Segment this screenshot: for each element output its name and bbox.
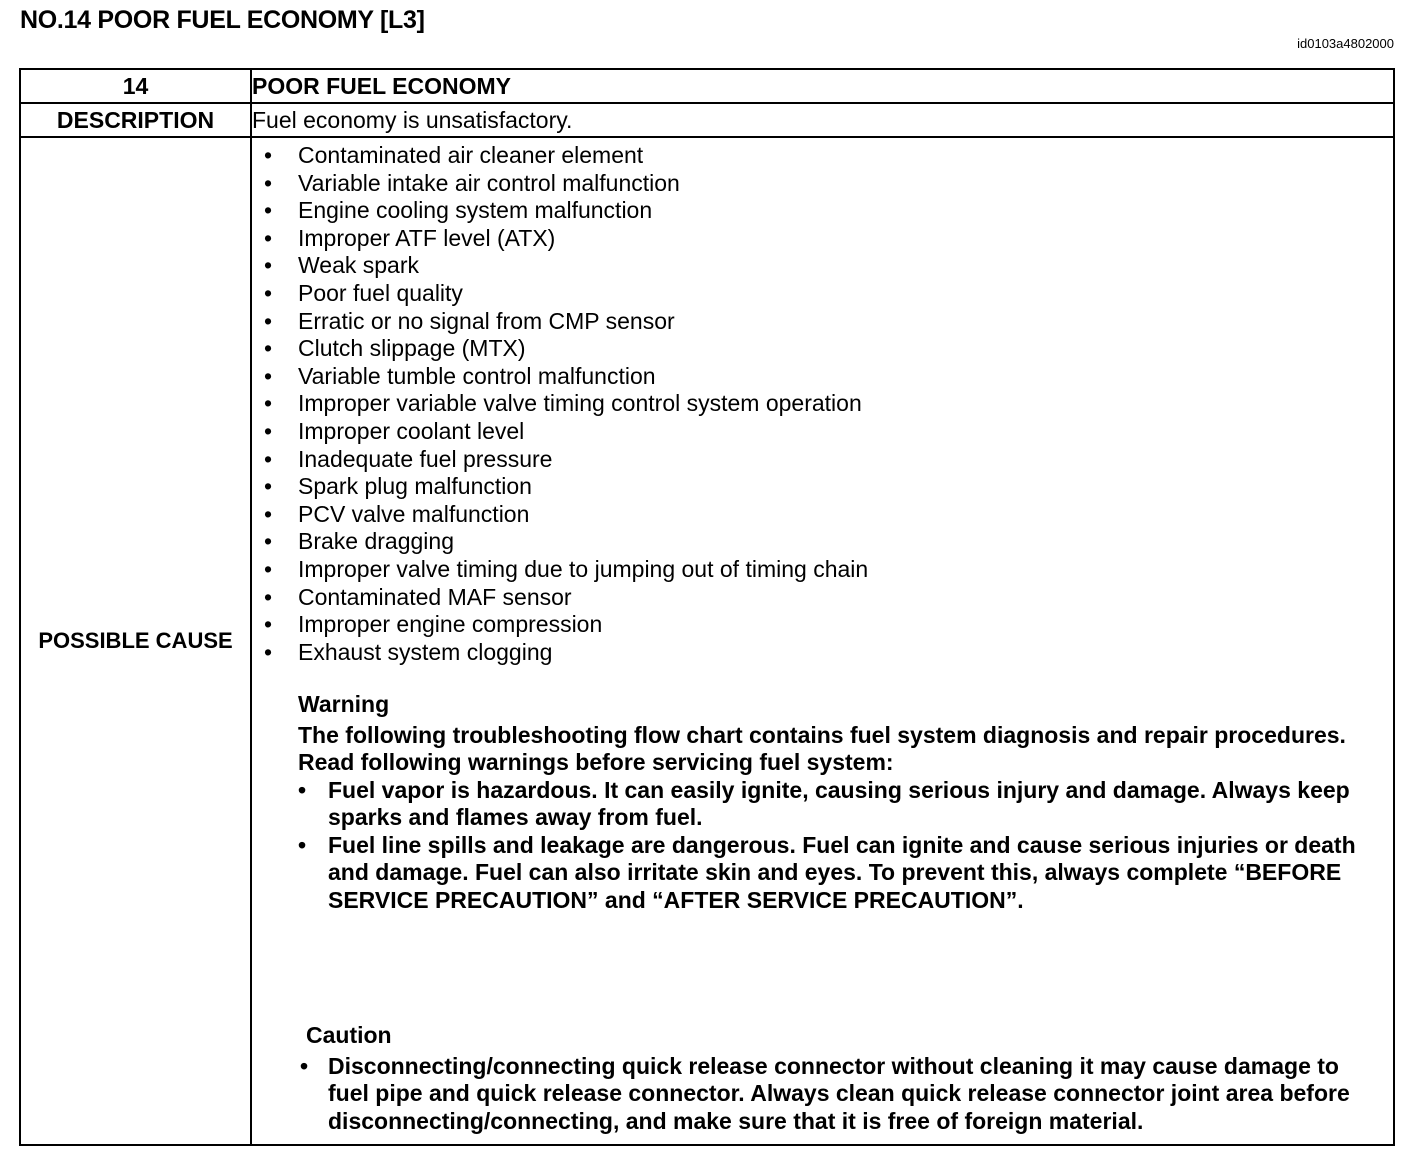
troubleshooting-table <box>19 68 1395 1146</box>
cause-item: • PCV valve malfunction <box>264 501 1393 529</box>
table-row-possible-cause <box>20 137 1394 1145</box>
warning-block <box>298 691 1393 914</box>
cause-item: • Weak spark <box>264 252 1393 280</box>
cause-item: • Contaminated MAF sensor <box>264 584 1393 612</box>
caution-block <box>306 1022 1385 1135</box>
table-row-header <box>20 69 1394 103</box>
cause-item: • Brake dragging <box>264 528 1393 556</box>
cause-list <box>252 142 1393 666</box>
description-text: Fuel economy is unsatisfactory. <box>251 103 1394 137</box>
possible-cause-content <box>251 137 1394 1145</box>
cause-item: • Inadequate fuel pressure <box>264 446 1393 474</box>
warning-heading: Warning <box>298 691 390 718</box>
warning-list <box>298 777 1393 915</box>
cause-item: • Improper coolant level <box>264 418 1393 446</box>
caution-item: • Disconnecting/connecting quick release connector without cleaning it may cause damage to fuel pipe and quick release connector. Always clean quick release connector joint area before disconnecting/connecting, and make sure that it is free of foreign material. <box>306 1053 1385 1136</box>
cause-item: • Exhaust system clogging <box>264 639 1393 667</box>
warning-intro: The following troubleshooting flow chart contains fuel system diagnosis and repair procedures. Read following warnings before servicing fuel system: <box>298 721 1346 776</box>
row-title-cell: POOR FUEL ECONOMY <box>251 69 1394 103</box>
cause-item: • Clutch slippage (MTX) <box>264 335 1393 363</box>
row-number-cell: 14 <box>20 69 251 103</box>
cause-item: • Improper variable valve timing control system operation <box>264 390 1393 418</box>
warning-item: • Fuel line spills and leakage are dangerous. Fuel can ignite and cause serious injuries or death and damage. Fuel can also irritate skin and eyes. To prevent this, always complete “BEFORE SERVICE PRECAUTION” and “AFTER SERVICE PRECAUTION”. <box>298 832 1393 915</box>
cause-item: • Improper valve timing due to jumping out of timing chain <box>264 556 1393 584</box>
possible-cause-label: POSSIBLE CAUSE <box>20 137 251 1145</box>
cause-item: • Poor fuel quality <box>264 280 1393 308</box>
cause-item: • Erratic or no signal from CMP sensor <box>264 308 1393 336</box>
table-row-description <box>20 103 1394 137</box>
description-label: DESCRIPTION <box>20 103 251 137</box>
cause-item: • Improper engine compression <box>264 611 1393 639</box>
cause-item: • Spark plug malfunction <box>264 473 1393 501</box>
cause-item: • Improper ATF level (ATX) <box>264 225 1393 253</box>
cause-item: • Engine cooling system malfunction <box>264 197 1393 225</box>
caution-heading: Caution <box>306 1022 392 1048</box>
cause-item: • Variable tumble control malfunction <box>264 363 1393 391</box>
page-title: NO.14 POOR FUEL ECONOMY [L3] <box>20 6 425 34</box>
document-id: id0103a4802000 <box>1297 36 1394 51</box>
warning-item: • Fuel vapor is hazardous. It can easily ignite, causing serious injury and damage. Always keep sparks and flames away from fuel. <box>298 777 1393 832</box>
cause-item: • Contaminated air cleaner element <box>264 142 1393 170</box>
caution-list <box>306 1053 1385 1136</box>
cause-item: • Variable intake air control malfunction <box>264 170 1393 198</box>
